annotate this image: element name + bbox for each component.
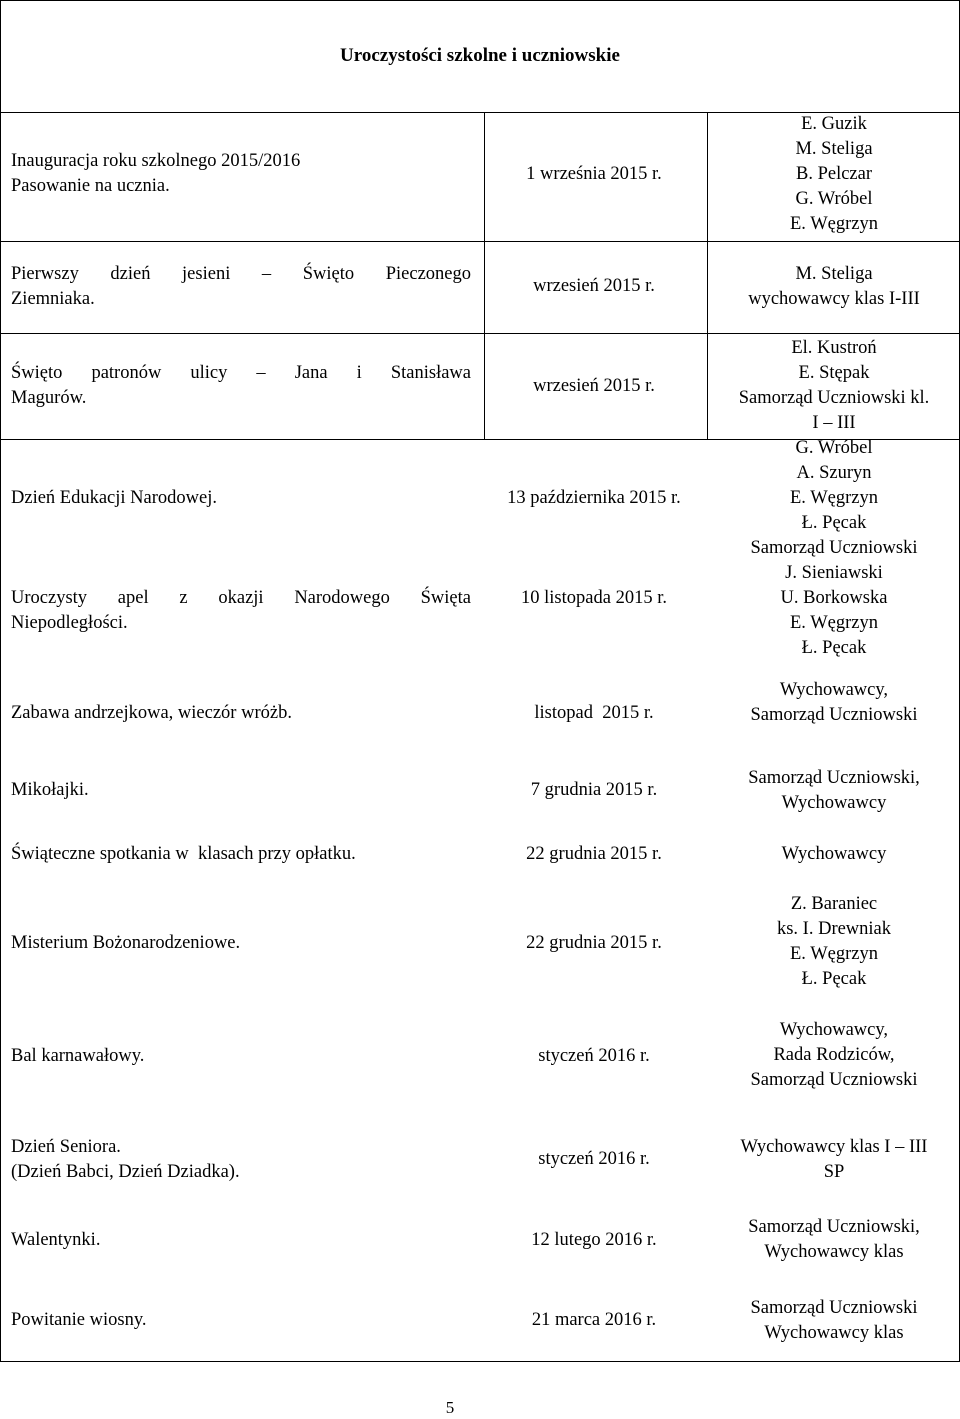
date-cell: 1 września 2015 r. <box>526 164 662 184</box>
event-cell: Misterium Bożonarodzeniowe. <box>11 933 241 953</box>
organizers-cell: Wychowawcy, Samorząd Uczniowski <box>750 680 918 725</box>
date-cell: styczeń 2016 r. <box>538 1149 650 1169</box>
event-cell: Pierwszy dzień jesieni – Święto Pieczonego <box>11 264 471 284</box>
organizers-cell: M. Steliga wychowawcy klas I-III <box>748 264 920 309</box>
event-cell: Bal karnawałowy. <box>11 1046 145 1066</box>
date-cell: 22 grudnia 2015 r. <box>526 844 662 864</box>
row-divider <box>1 333 959 334</box>
date-cell: 22 grudnia 2015 r. <box>526 933 662 953</box>
date-cell: wrzesień 2015 r. <box>533 376 655 396</box>
date-cell: 13 października 2015 r. <box>507 488 681 508</box>
organizers-cell: Wychowawcy <box>781 844 887 864</box>
event-cell: Świąteczne spotkania w klasach przy opłatku. <box>11 844 356 864</box>
event-cell-continuation: Ziemniaka. <box>11 289 95 309</box>
organizers-cell: E. Guzik M. Steliga B. Pelczar G. Wróbel E. Węgrzyn <box>789 114 878 234</box>
event-cell: Inauguracja roku szkolnego 2015/2016 Pasowanie na ucznia. <box>11 151 301 196</box>
event-cell: Uroczysty apel z okazji Narodowego Święta <box>11 588 471 608</box>
page-title: Uroczystości szkolne i uczniowskie <box>340 45 620 66</box>
row-divider <box>1 1361 959 1362</box>
organizers-cell: El. Kustroń E. Stępak Samorząd Uczniowski kl. I – III <box>738 338 930 433</box>
organizers-cell: Samorząd Uczniowski, Wychowawcy klas <box>748 1217 920 1262</box>
event-cell: Zabawa andrzejkowa, wieczór wróżb. <box>11 703 292 723</box>
event-cell: Dzień Seniora. (Dzień Babci, Dzień Dziadka). <box>11 1137 240 1182</box>
date-cell: 10 listopada 2015 r. <box>521 588 667 608</box>
organizers-cell: Wychowawcy klas I – III SP <box>740 1137 928 1182</box>
event-cell: Mikołajki. <box>11 780 89 800</box>
page-number: 5 <box>445 1398 455 1417</box>
organizers-cell: Z. Baraniec ks. I. Drewniak E. Węgrzyn Ł. Pęcak <box>776 894 892 989</box>
date-cell: listopad 2015 r. <box>534 703 654 723</box>
organizers-cell: J. Sieniawski U. Borkowska E. Węgrzyn Ł. Pęcak <box>780 563 888 658</box>
event-cell: Dzień Edukacji Narodowej. <box>11 488 217 508</box>
date-cell: wrzesień 2015 r. <box>533 276 655 296</box>
organizers-cell: Samorząd Uczniowski, Wychowawcy <box>748 768 920 813</box>
event-cell: Święto patronów ulicy – Jana i Stanisława <box>11 363 471 383</box>
date-cell: 21 marca 2016 r. <box>531 1310 657 1330</box>
organizers-cell: Samorząd Uczniowski Wychowawcy klas <box>750 1298 918 1343</box>
date-cell: 7 grudnia 2015 r. <box>530 780 658 800</box>
event-cell-continuation: Niepodległości. <box>11 613 128 633</box>
organizers-cell: Wychowawcy, Rada Rodziców, Samorząd Uczniowski <box>750 1020 918 1090</box>
event-cell: Powitanie wiosny. <box>11 1310 147 1330</box>
event-cell: Walentynki. <box>11 1230 101 1250</box>
organizers-cell: G. Wróbel A. Szuryn E. Węgrzyn Ł. Pęcak Samorząd Uczniowski <box>750 438 918 558</box>
date-cell: styczeń 2016 r. <box>538 1046 650 1066</box>
row-divider <box>1 241 959 242</box>
date-cell: 12 lutego 2016 r. <box>531 1230 657 1250</box>
event-cell-continuation: Magurów. <box>11 388 87 408</box>
